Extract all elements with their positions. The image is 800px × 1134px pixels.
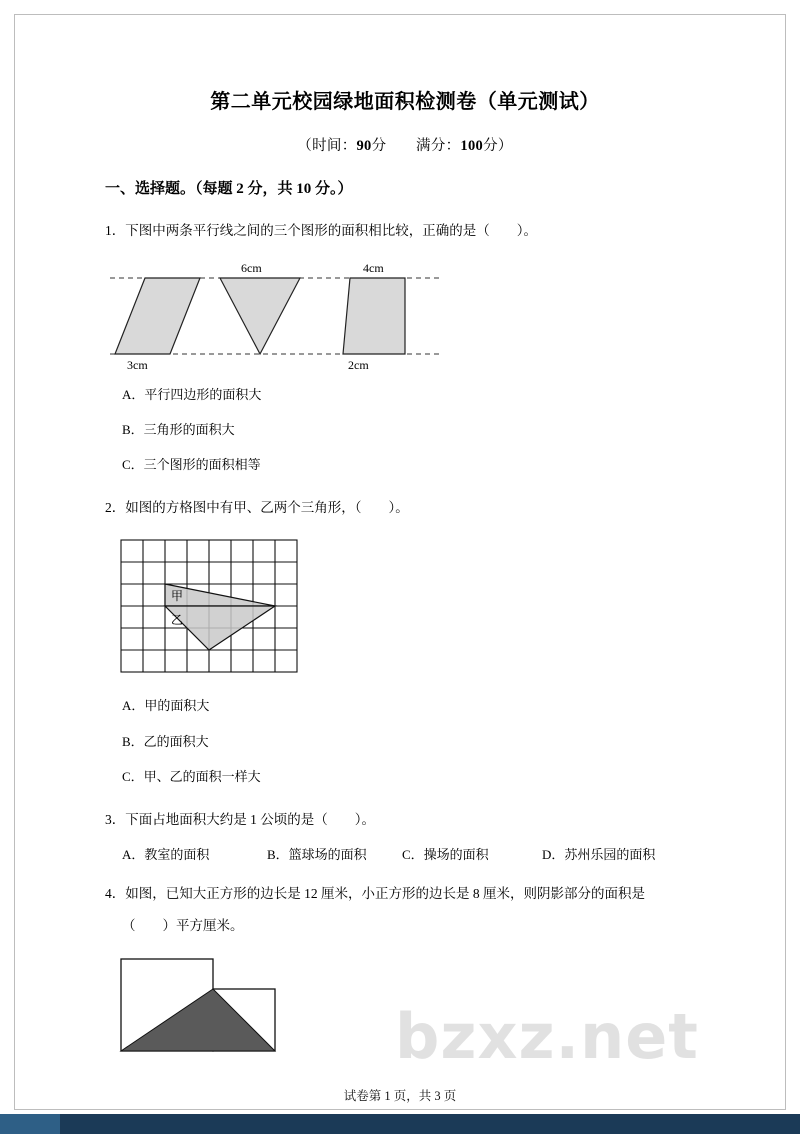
question-4 [105, 881, 705, 907]
question-2-option-a[interactable]: A．甲的面积大 [122, 698, 210, 714]
label-4cm: 4cm [363, 260, 384, 275]
section-heading-choice: 一、选择题。（每题 2 分，共 10 分。） [105, 181, 353, 197]
question-1-option-b[interactable]: B．三角形的面积大 [122, 422, 235, 438]
label-3cm: 3cm [127, 357, 148, 371]
exam-meta [105, 134, 705, 155]
question-3 [105, 807, 705, 833]
parallelogram-shape [115, 278, 200, 354]
question-3-number: 3． [105, 811, 126, 827]
question-2-option-b[interactable]: B．乙的面积大 [122, 733, 209, 749]
question-2-text: 如图的方格图中有甲、乙两个三角形，（ ）。 [125, 499, 409, 515]
shaded-triangle [121, 989, 275, 1051]
page-title: 第二单元校园绿地面积检测卷（单元测试） [210, 91, 600, 113]
time-value: 90 [356, 138, 372, 154]
page-content [105, 85, 705, 1070]
question-2-figure [113, 532, 705, 682]
label-6cm: 6cm [241, 260, 262, 275]
question-4-text: 如图，已知大正方形的边长是 12 厘米，小正方形的边长是 8 厘米，则阴影部分的面积是 [125, 886, 645, 902]
question-3-text: 下面占地面积大约是 1 公顷的是（ ）。 [125, 811, 375, 827]
parallel-lines-shapes-diagram [105, 256, 445, 371]
question-1 [105, 218, 705, 244]
time-label: （时间： [297, 138, 357, 154]
bottom-bar-accent [0, 1114, 60, 1134]
watermark: bzxz.net [395, 1000, 699, 1073]
question-1-text: 下图中两条平行线之间的三个图形的面积相比较，正确的是（ ）。 [125, 223, 537, 238]
label-2cm: 2cm [348, 357, 369, 371]
question-1-figure [105, 256, 705, 371]
question-3-options [122, 844, 705, 863]
question-1-number: 1． [105, 223, 126, 238]
question-4-number: 4． [105, 886, 126, 902]
two-squares-shaded-diagram [113, 953, 303, 1058]
meta-gap: 满分： [386, 138, 461, 154]
question-2-number: 2． [105, 499, 126, 515]
grid-triangles-diagram [113, 532, 313, 682]
question-3-option-b[interactable]: B．篮球场的面积 [267, 847, 367, 863]
triangle-shape [220, 278, 300, 354]
page-footer: 试卷第 1 页，共 3 页 [343, 1089, 457, 1103]
score-unit: 分） [483, 138, 513, 154]
question-2 [105, 495, 705, 521]
trapezoid-shape [343, 278, 405, 354]
question-3-option-d[interactable]: D．苏州乐园的面积 [542, 847, 656, 863]
question-1-option-c[interactable]: C．三个图形的面积相等 [122, 457, 261, 473]
question-4-text-line2: （ ）平方厘米。 [122, 917, 244, 933]
question-3-option-c[interactable]: C．操场的面积 [402, 847, 489, 863]
bottom-bar [0, 1114, 800, 1134]
question-3-option-a[interactable]: A．教室的面积 [122, 847, 210, 863]
label-jia: 甲 [171, 589, 184, 604]
time-unit: 分 [371, 138, 387, 154]
question-1-option-a[interactable]: A．平行四边形的面积大 [122, 386, 262, 402]
label-yi: 乙 [171, 613, 184, 628]
score-value: 100 [460, 138, 484, 154]
question-2-option-c[interactable]: C．甲、乙的面积一样大 [122, 769, 261, 785]
